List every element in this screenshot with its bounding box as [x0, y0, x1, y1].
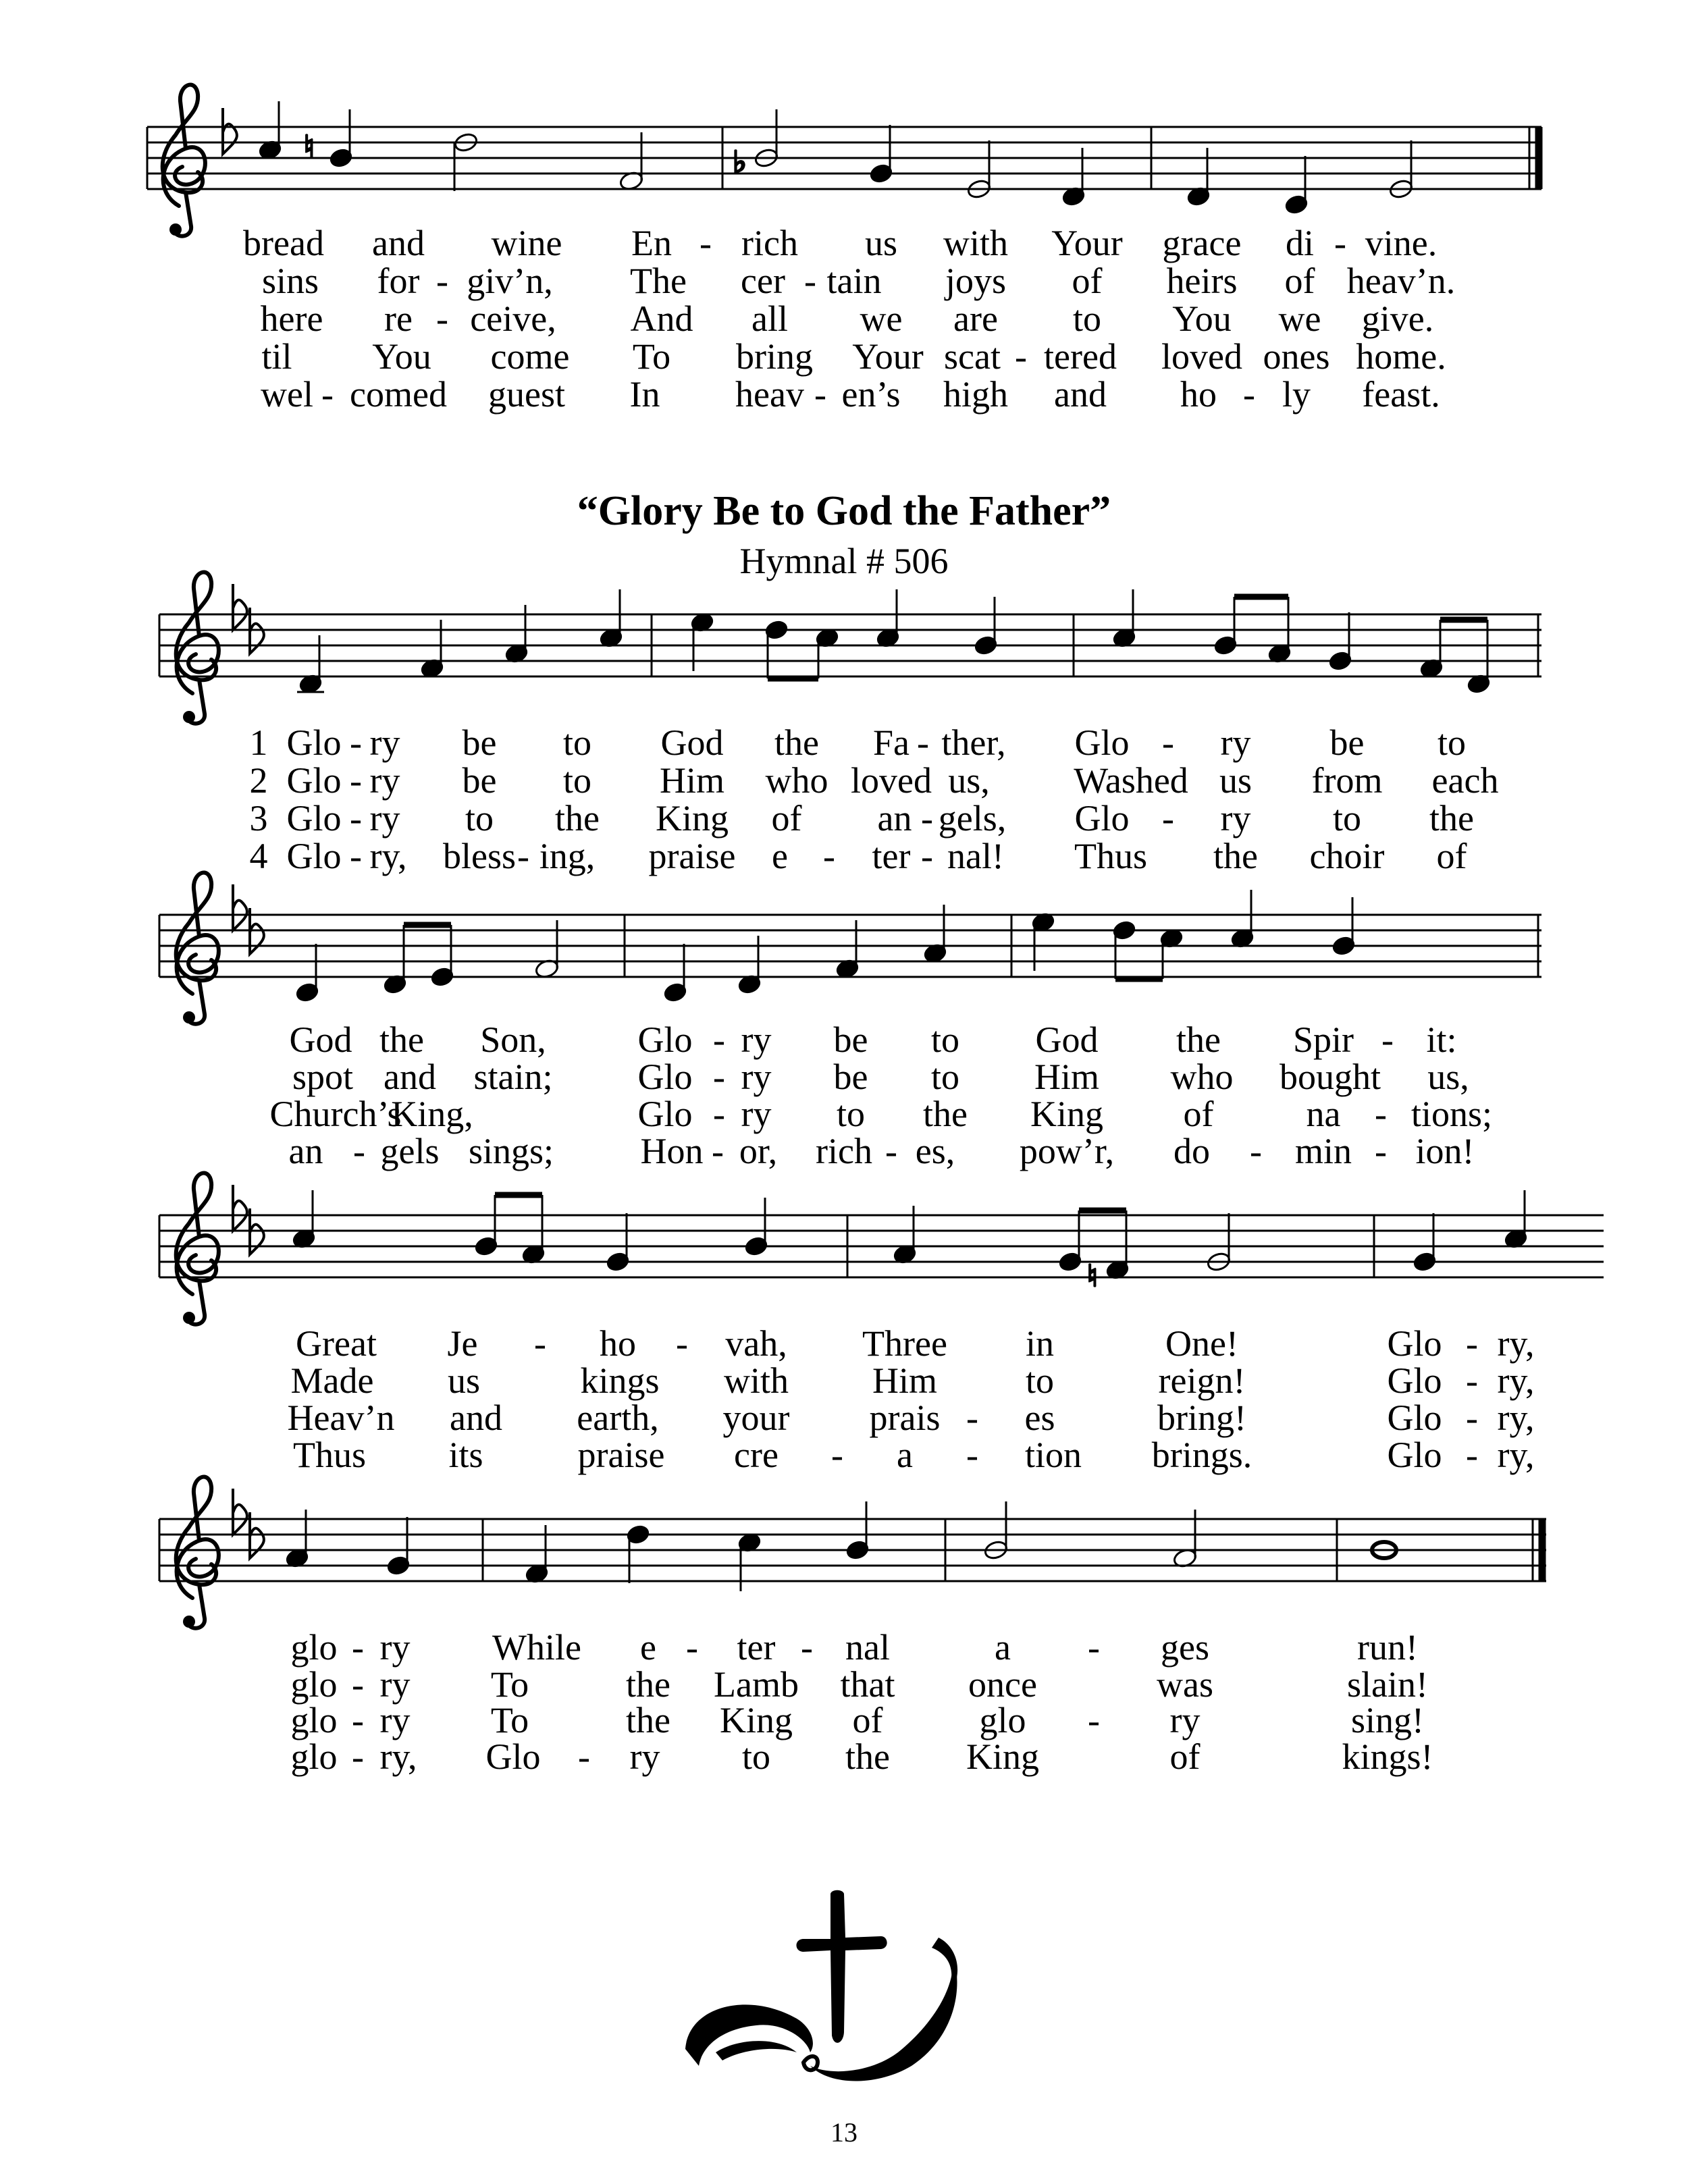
- syllable: the: [1176, 1019, 1221, 1060]
- syllable: -: [686, 1627, 698, 1668]
- syllable: ry: [369, 722, 400, 763]
- syllable: En: [631, 223, 672, 263]
- syllable: us: [864, 223, 898, 263]
- syllable: -: [885, 1131, 897, 1171]
- syllable: rich: [816, 1131, 872, 1171]
- syllable: e: [772, 836, 788, 876]
- syllable: it:: [1426, 1019, 1457, 1060]
- syllable: ry: [369, 760, 400, 801]
- syllable: ry: [369, 798, 400, 838]
- syllable: tered: [1044, 336, 1117, 377]
- syllable: with: [723, 1360, 789, 1401]
- syllable: -: [1466, 1435, 1478, 1475]
- syllable: ry: [1220, 798, 1251, 838]
- notes-staff-1: [297, 589, 1491, 694]
- syllable: us: [1219, 760, 1252, 801]
- syllable: -: [534, 1323, 546, 1364]
- syllable: ry: [1220, 722, 1251, 763]
- syllable: min: [1294, 1131, 1352, 1171]
- syllable: -: [823, 836, 835, 876]
- syllable: -: [1466, 1323, 1478, 1364]
- syllable: heav’n.: [1346, 261, 1456, 301]
- syllable: Glo: [1074, 798, 1130, 838]
- syllable: -: [966, 1435, 978, 1475]
- syllable: run!: [1357, 1627, 1418, 1668]
- syllable: Spir: [1292, 1019, 1354, 1060]
- syllable: be: [833, 1057, 868, 1097]
- syllable: -: [1250, 1131, 1262, 1171]
- syllable: ion!: [1415, 1131, 1475, 1171]
- syllable: -: [1466, 1360, 1478, 1401]
- syllable: an: [877, 798, 912, 838]
- syllable: giv’n,: [467, 261, 553, 301]
- syllable: the: [626, 1700, 670, 1740]
- syllable: Made: [290, 1360, 374, 1401]
- syllable: the: [845, 1736, 890, 1777]
- syllable: -: [350, 760, 362, 801]
- syllable: Glo: [485, 1736, 541, 1777]
- syllable: here: [260, 298, 323, 339]
- syllable: be: [462, 722, 497, 763]
- syllable: ones: [1263, 336, 1330, 377]
- syllable: King,: [391, 1094, 473, 1134]
- syllable: Lamb: [714, 1664, 799, 1705]
- syllable: -: [921, 798, 933, 838]
- syllable: -: [517, 836, 529, 876]
- syllable: Washed: [1074, 760, 1188, 801]
- syllable: reign!: [1158, 1360, 1246, 1401]
- syllable: cre: [734, 1435, 779, 1475]
- syllable: Glo: [1387, 1397, 1442, 1438]
- staff-3: [159, 1215, 1604, 1277]
- syllable: ry: [379, 1627, 411, 1668]
- syllable: the: [923, 1094, 968, 1134]
- syllable: with: [943, 223, 1009, 263]
- syllable: a: [995, 1627, 1011, 1668]
- syllable: Glo: [637, 1019, 693, 1060]
- syllable: scat: [944, 336, 1001, 377]
- syllable: us: [447, 1360, 481, 1401]
- syllable: nal!: [947, 836, 1004, 876]
- syllable: Him: [872, 1360, 938, 1401]
- syllable: slain!: [1347, 1664, 1428, 1705]
- syllable: While: [492, 1627, 581, 1668]
- syllable: -: [352, 1664, 364, 1705]
- hymn-number: Hymnal # 506: [739, 541, 949, 581]
- syllable: re: [384, 298, 413, 339]
- syllable: -: [436, 298, 448, 339]
- syllable: ceive,: [470, 298, 556, 339]
- syllable: tain: [826, 261, 882, 301]
- syllable: once: [968, 1664, 1037, 1705]
- syllable: rich: [741, 223, 798, 263]
- syllable: Fa: [873, 722, 909, 763]
- syllable: -: [578, 1736, 590, 1777]
- syllable: God: [1035, 1019, 1099, 1060]
- syllable: heirs: [1166, 261, 1238, 301]
- syllable: bless: [443, 836, 516, 876]
- syllable: ly: [1282, 374, 1311, 415]
- syllable: glo: [290, 1736, 338, 1777]
- syllable: tions;: [1410, 1094, 1493, 1134]
- syllable: of: [1183, 1094, 1214, 1134]
- syllable: -: [1015, 336, 1027, 377]
- syllable: ry: [741, 1057, 772, 1097]
- syllable: pow’r,: [1019, 1131, 1115, 1171]
- syllable: bought: [1279, 1057, 1381, 1097]
- syllable: prais: [869, 1397, 941, 1438]
- syllable: earth,: [577, 1397, 659, 1438]
- syllable: wel: [261, 374, 313, 415]
- syllable: and: [384, 1057, 436, 1097]
- syllable: gels: [380, 1131, 440, 1171]
- syllable: brings.: [1151, 1435, 1252, 1475]
- syllable: -: [1466, 1397, 1478, 1438]
- syllable: glo: [290, 1700, 338, 1740]
- syllable: King: [1030, 1094, 1103, 1134]
- svg-text:♮: ♮: [1087, 1259, 1098, 1294]
- syllable: Glo: [637, 1057, 693, 1097]
- syllable: to: [836, 1094, 866, 1134]
- syllable: God: [660, 722, 724, 763]
- syllable: praise: [577, 1435, 665, 1475]
- syllable: to: [1332, 798, 1362, 838]
- syllable: glo: [290, 1664, 338, 1705]
- syllable: give.: [1361, 298, 1434, 339]
- syllable: your: [722, 1397, 790, 1438]
- syllable: -: [1334, 223, 1346, 263]
- syllable: -: [353, 1131, 365, 1171]
- syllable: all: [751, 298, 788, 339]
- syllable: 2: [249, 760, 268, 801]
- syllable: The: [630, 261, 687, 301]
- syllable: ry: [629, 1736, 660, 1777]
- syllable: -: [801, 1627, 813, 1668]
- syllable: 3: [249, 798, 268, 838]
- syllable: of: [1072, 261, 1103, 301]
- syllable: an: [288, 1131, 323, 1171]
- syllable: of: [1436, 836, 1467, 876]
- syllable: ter: [872, 836, 911, 876]
- syllable: to: [741, 1736, 771, 1777]
- syllable: for: [377, 261, 420, 301]
- syllable: glo: [979, 1700, 1026, 1740]
- syllable: Glo: [1074, 722, 1130, 763]
- syllable: Je: [447, 1323, 478, 1364]
- syllable: -: [676, 1323, 688, 1364]
- syllable: -: [1088, 1627, 1100, 1668]
- syllable: And: [630, 298, 693, 339]
- hymn-title: “Glory Be to God the Father”: [577, 488, 1111, 534]
- syllable: joys: [945, 261, 1007, 301]
- syllable: Heav’n: [287, 1397, 395, 1438]
- syllable: -: [350, 798, 362, 838]
- syllable: ry: [379, 1664, 411, 1705]
- syllable: kings!: [1342, 1736, 1433, 1777]
- syllable: who: [1170, 1057, 1234, 1097]
- syllable: ry: [1169, 1700, 1201, 1740]
- syllable: til: [261, 336, 292, 377]
- syllable: King: [720, 1700, 793, 1740]
- syllable: -: [713, 1094, 725, 1134]
- syllable: ges: [1161, 1627, 1209, 1668]
- syllable: -: [1375, 1131, 1387, 1171]
- syllable: the: [555, 798, 600, 838]
- syllable: -: [804, 261, 816, 301]
- syllable: King: [966, 1736, 1039, 1777]
- syllable: na: [1306, 1094, 1341, 1134]
- syllable: To: [490, 1700, 529, 1740]
- syllable: -: [350, 722, 362, 763]
- syllable: its: [448, 1435, 483, 1475]
- syllable: who: [765, 760, 828, 801]
- syllable: we: [1278, 298, 1321, 339]
- syllable: Great: [296, 1323, 377, 1364]
- syllable: Glo: [1387, 1435, 1442, 1475]
- syllable: Him: [1034, 1057, 1100, 1097]
- syllable: es: [1024, 1397, 1055, 1438]
- syllable: Glo: [637, 1094, 693, 1134]
- syllable: wine: [491, 223, 562, 263]
- syllable: stain;: [473, 1057, 553, 1097]
- syllable: loved: [1161, 336, 1242, 377]
- syllable: -: [1162, 798, 1174, 838]
- syllable: en’s: [841, 374, 901, 415]
- syllable: to: [465, 798, 494, 838]
- syllable: -: [1088, 1700, 1100, 1740]
- syllable: Your: [1051, 223, 1123, 263]
- syllable: You: [1172, 298, 1232, 339]
- svg-text:♮: ♮: [304, 130, 315, 164]
- syllable: di: [1285, 223, 1315, 263]
- syllable: God: [289, 1019, 352, 1060]
- syllable: -: [1375, 1094, 1387, 1134]
- syllable: cer: [741, 261, 785, 301]
- syllable: kings: [580, 1360, 660, 1401]
- syllable: 1: [249, 722, 268, 763]
- syllable: bring!: [1157, 1397, 1246, 1438]
- syllable: glo: [290, 1627, 338, 1668]
- syllable: come: [490, 336, 570, 377]
- syllable: sings;: [468, 1131, 554, 1171]
- syllable: Glo: [1387, 1323, 1442, 1364]
- notes-staff-4: [285, 1501, 1396, 1591]
- syllable: e: [640, 1627, 656, 1668]
- syllable: to: [562, 722, 592, 763]
- syllable: guest: [488, 374, 565, 415]
- syllable: feast.: [1362, 374, 1440, 415]
- syllable: grace: [1162, 223, 1242, 263]
- syllable: -: [1162, 722, 1174, 763]
- syllable: in: [1025, 1323, 1055, 1364]
- syllable: be: [833, 1019, 868, 1060]
- syllable: ry: [741, 1094, 772, 1134]
- syllable: do: [1173, 1131, 1210, 1171]
- syllable: -: [712, 1131, 724, 1171]
- syllable: -: [352, 1627, 364, 1668]
- syllable: ho: [600, 1323, 636, 1364]
- syllable: ry,: [1497, 1360, 1535, 1401]
- syllable: vah,: [725, 1323, 787, 1364]
- syllable: Church’s: [269, 1094, 402, 1134]
- syllable: are: [953, 298, 998, 339]
- syllable: each: [1431, 760, 1499, 801]
- syllable: -: [352, 1700, 364, 1740]
- syllable: -: [321, 374, 334, 415]
- syllable: loved: [851, 760, 932, 801]
- syllable: Thus: [1074, 836, 1147, 876]
- syllable: praise: [648, 836, 736, 876]
- syllable: ther,: [941, 722, 1006, 763]
- syllable: sins: [261, 261, 319, 301]
- syllable: and: [1054, 374, 1107, 415]
- syllable: One!: [1165, 1323, 1238, 1364]
- syllable: a: [897, 1435, 913, 1475]
- syllable: the: [1429, 798, 1474, 838]
- syllable: of: [852, 1700, 883, 1740]
- syllable: was: [1157, 1664, 1213, 1705]
- syllable: ter: [737, 1627, 776, 1668]
- syllable: of: [1284, 261, 1315, 301]
- syllable: -: [966, 1397, 978, 1438]
- syllable: comed: [350, 374, 447, 415]
- syllable: 4: [249, 836, 268, 876]
- syllable: -: [713, 1057, 725, 1097]
- syllable: To: [632, 336, 671, 377]
- syllable: spot: [292, 1057, 354, 1097]
- syllable: choir: [1309, 836, 1385, 876]
- syllable: to: [930, 1019, 960, 1060]
- syllable: ry: [741, 1019, 772, 1060]
- syllable: -: [921, 836, 933, 876]
- syllable: bread: [243, 223, 324, 263]
- syllable: ho: [1180, 374, 1217, 415]
- staff-0: [147, 127, 1541, 189]
- syllable: -: [436, 261, 448, 301]
- syllable: sing!: [1351, 1700, 1424, 1740]
- syllable: ry,: [369, 836, 407, 876]
- syllable: of: [1169, 1736, 1201, 1777]
- syllable: ry,: [379, 1736, 417, 1777]
- syllable: ry: [379, 1700, 411, 1740]
- syllable: to: [930, 1057, 960, 1097]
- syllable: the: [774, 722, 819, 763]
- syllable: us,: [1427, 1057, 1469, 1097]
- syllable: or,: [739, 1131, 778, 1171]
- syllable: In: [629, 374, 660, 415]
- syllable: home.: [1356, 336, 1446, 377]
- syllable: You: [372, 336, 431, 377]
- page-number: 13: [830, 2117, 858, 2148]
- syllable: to: [1025, 1360, 1055, 1401]
- syllable: -: [352, 1736, 364, 1777]
- svg-text:♭: ♭: [733, 145, 747, 180]
- syllable: the: [1213, 836, 1258, 876]
- syllable: be: [1329, 722, 1365, 763]
- syllable: and: [450, 1397, 502, 1438]
- syllable: Son,: [480, 1019, 546, 1060]
- syllable: the: [626, 1664, 670, 1705]
- syllable: es,: [915, 1131, 955, 1171]
- syllable: Glo: [286, 722, 342, 763]
- syllable: to: [1437, 722, 1467, 763]
- syllable: that: [840, 1664, 895, 1705]
- syllable: ry,: [1497, 1323, 1535, 1364]
- syllable: to: [562, 760, 592, 801]
- syllable: King: [656, 798, 729, 838]
- syllable: -: [350, 836, 362, 876]
- syllable: be: [462, 760, 497, 801]
- syllable: Glo: [286, 760, 342, 801]
- syllable: -: [814, 374, 826, 415]
- syllable: ry,: [1497, 1435, 1535, 1475]
- syllable: heav: [735, 374, 804, 415]
- syllable: To: [490, 1664, 529, 1705]
- syllable: -: [831, 1435, 843, 1475]
- syllable: ry,: [1497, 1397, 1535, 1438]
- syllable: high: [943, 374, 1009, 415]
- syllable: and: [372, 223, 425, 263]
- syllable: from: [1311, 760, 1383, 801]
- syllable: we: [860, 298, 903, 339]
- syllable: Glo: [1387, 1360, 1442, 1401]
- syllable: Thus: [293, 1435, 366, 1475]
- syllable: Glo: [286, 836, 342, 876]
- syllable: Him: [659, 760, 725, 801]
- syllable: -: [700, 223, 712, 263]
- syllable: Glo: [286, 798, 342, 838]
- syllable: of: [771, 798, 802, 838]
- syllable: -: [1243, 374, 1255, 415]
- syllable: us,: [948, 760, 990, 801]
- syllable: nal: [845, 1627, 890, 1668]
- syllable: -: [917, 722, 929, 763]
- syllable: Three: [862, 1323, 947, 1364]
- syllable: gels,: [938, 798, 1007, 838]
- syllable: ing,: [539, 836, 596, 876]
- syllable: -: [1381, 1019, 1394, 1060]
- syllable: vine.: [1365, 223, 1438, 263]
- syllable: -: [713, 1019, 725, 1060]
- syllable: to: [1072, 298, 1102, 339]
- cross-logo-icon: [675, 1884, 1026, 2086]
- syllable: the: [379, 1019, 424, 1060]
- syllable: Hon: [640, 1131, 704, 1171]
- syllable: bring: [736, 336, 813, 377]
- syllable: Your: [852, 336, 924, 377]
- syllable: tion: [1024, 1435, 1082, 1475]
